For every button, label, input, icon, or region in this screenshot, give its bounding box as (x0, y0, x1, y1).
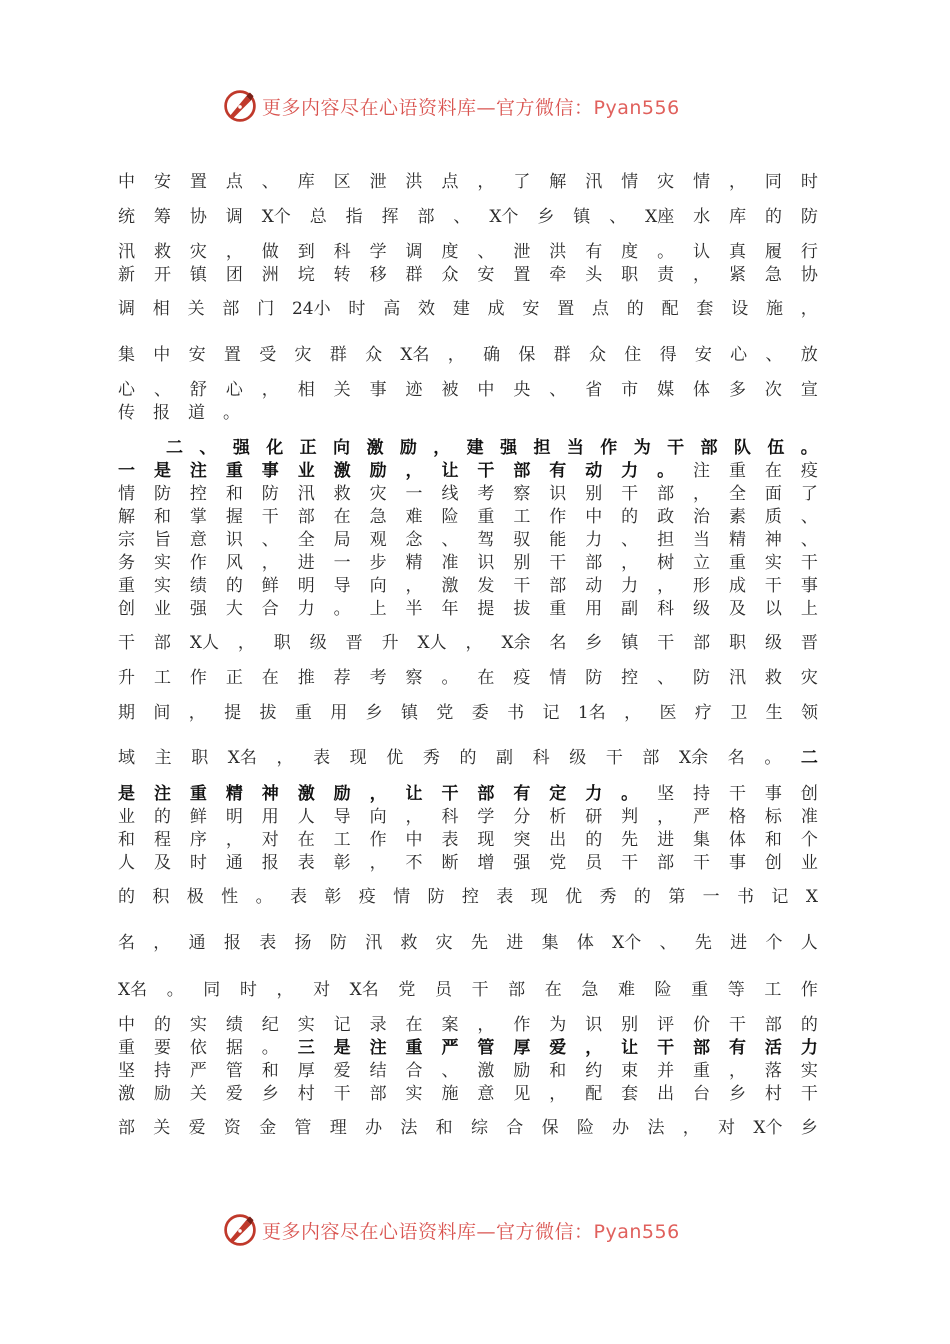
text-line: 汛 救 灾 ， 做 到 科 学 调 度 、 泄 洪 有 度 。 认 真 履 行 (118, 242, 818, 262)
text-line: 新 开 镇 团 洲 垸 转 移 群 众 安 置 牵 头 职 责 ， 紧 急 协 (118, 265, 818, 285)
text-line: 业 的 鲜 明 用 人 导 向 ， 科 学 分 析 研 判 ， 严 格 标 准 (118, 807, 818, 827)
text-line: 期 间 ， 提 拔 重 用 乡 镇 党 委 书 记 1名 ， 医 疗 卫 生 领 (118, 703, 818, 723)
text-line: 升 工 作 正 在 推 荐 考 察 。 在 疫 情 防 控 、 防 汛 救 灾 (118, 668, 818, 688)
text-line: 中 安 置 点 、 库 区 泄 洪 点 ， 了 解 汛 情 灾 情 ， 同 时 (118, 172, 818, 192)
text-line: 干 部 X人 ， 职 级 晋 升 X人 ， X余 名 乡 镇 干 部 职 级 晋 (118, 633, 818, 653)
text-line: 中 的 实 绩 纪 实 记 录 在 案 ， 作 为 识 别 评 价 干 部 的 (118, 1015, 818, 1035)
pen-nib-logo-icon (222, 88, 258, 124)
text-line: 名 ， 通 报 表 扬 防 汛 救 灾 先 进 集 体 X个 、 先 进 个 人 (118, 933, 818, 953)
header-banner (222, 86, 680, 126)
text-line: 和 程 序 ， 对 在 工 作 中 表 现 突 出 的 先 进 集 体 和 个 (118, 830, 818, 850)
text-line: 域 主 职 X名 ， 表 现 优 秀 的 副 科 级 干 部 X余 名 。 二 (118, 748, 818, 768)
text-line: 是 注 重 精 神 激 励 ， 让 干 部 有 定 力 。 坚 持 干 事 创 (118, 784, 818, 804)
text-line: 宗 旨 意 识 、 全 局 观 念 、 驾 驭 能 力 、 担 当 精 神 、 (118, 530, 818, 550)
text-line: 部 关 爱 资 金 管 理 办 法 和 综 合 保 险 办 法 ， 对 X个 乡 (118, 1118, 818, 1138)
text-line: 激 励 关 爱 乡 村 干 部 实 施 意 见 ， 配 套 出 台 乡 村 干 (118, 1084, 818, 1104)
text-line: 传 报 道 。 (118, 403, 240, 423)
text-line: 统 筹 协 调 X个 总 指 挥 部 、 X个 乡 镇 、 X座 水 库 的 防 (118, 207, 818, 227)
text-line: 心 、 舒 心 ， 相 关 事 迹 被 中 央 、 省 市 媒 体 多 次 宣 (118, 380, 818, 400)
text-line: 务 实 作 风 ， 进 一 步 精 准 识 别 干 部 ， 树 立 重 实 干 (118, 553, 818, 573)
text-line: 人 及 时 通 报 表 彰 ， 不 断 增 强 党 员 干 部 干 事 创 业 (118, 853, 818, 873)
footer-banner (222, 1210, 680, 1250)
text-line: 重 要 依 据 。 三 是 注 重 严 管 厚 爱 ， 让 干 部 有 活 力 (118, 1038, 818, 1058)
text-line: 坚 持 严 管 和 厚 爱 结 合 、 激 励 和 约 束 并 重 ， 落 实 (118, 1061, 818, 1081)
text-line: 创 业 强 大 合 力 。 上 半 年 提 拔 重 用 副 科 级 及 以 上 (118, 599, 818, 619)
text-line: 二 、 强 化 正 向 激 励 ， 建 强 担 当 作 为 干 部 队 伍 。 (166, 438, 818, 458)
text-line: 情 防 控 和 防 汛 救 灾 一 线 考 察 识 别 干 部 ， 全 面 了 (118, 484, 818, 504)
text-line: 一 是 注 重 事 业 激 励 ， 让 干 部 有 动 力 。 注 重 在 疫 (118, 461, 818, 481)
text-line: 解 和 掌 握 干 部 在 急 难 险 重 工 作 中 的 政 治 素 质 、 (118, 507, 818, 527)
pen-nib-logo-icon (222, 1212, 258, 1248)
text-line: 的 积 极 性 。 表 彰 疫 情 防 控 表 现 优 秀 的 第 一 书 记 X (118, 887, 818, 907)
text-line: X名 。 同 时 ， 对 X名 党 员 干 部 在 急 难 险 重 等 工 作 (118, 980, 818, 1000)
text-line: 重 实 绩 的 鲜 明 导 向 ， 激 发 干 部 动 力 ， 形 成 干 事 (118, 576, 818, 596)
banner-text: 更多内容尽在心语资料库—官方微信：Pyan556 (262, 1220, 680, 1243)
banner-text: 更多内容尽在心语资料库—官方微信：Pyan556 (262, 96, 680, 119)
text-line: 集 中 安 置 受 灾 群 众 X名 ， 确 保 群 众 住 得 安 心 、 放 (118, 345, 818, 365)
text-line: 调 相 关 部 门 24小 时 高 效 建 成 安 置 点 的 配 套 设 施 ， (118, 299, 818, 319)
